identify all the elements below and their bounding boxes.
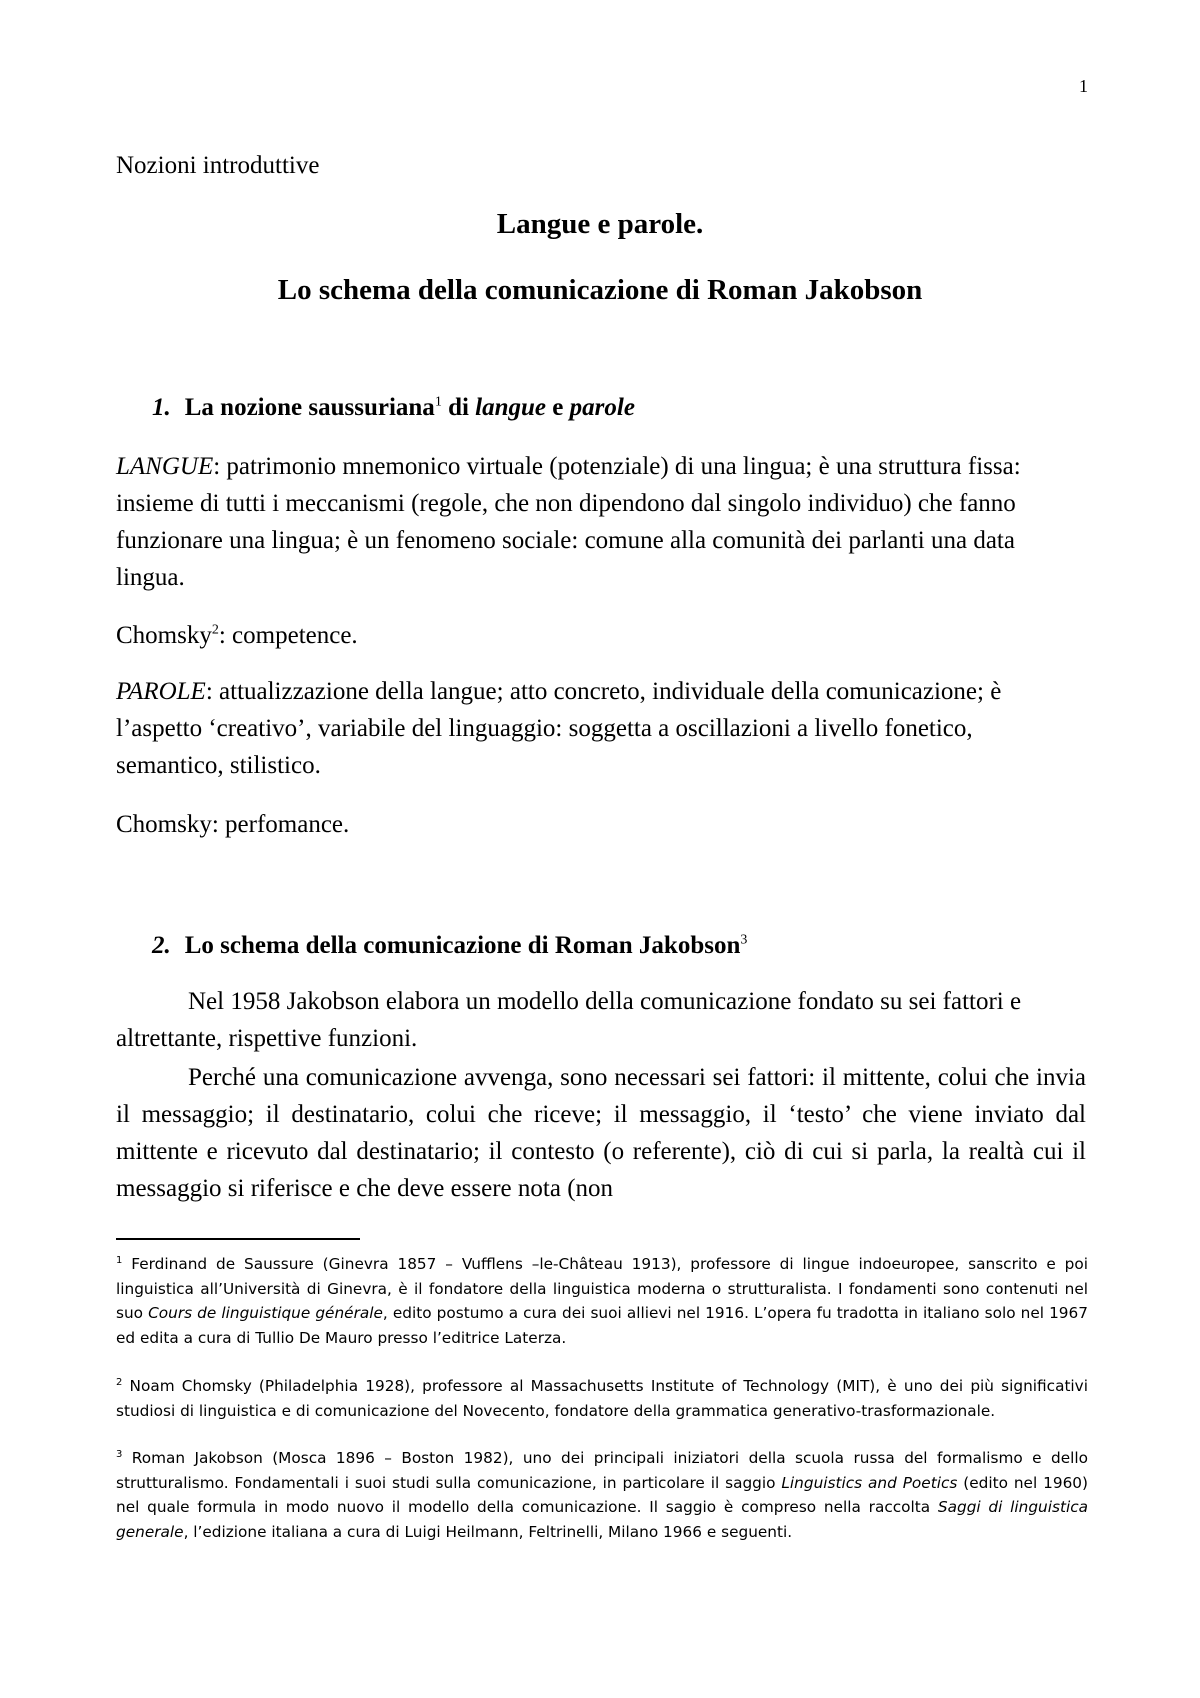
section-2-heading-text: Lo schema della comunicazione di Roman Jakobson [184, 932, 741, 959]
section-1-heading-text: La nozione saussuriana [184, 394, 435, 421]
section-1-number: 1. [152, 394, 171, 421]
parole-text: : attualizzazione della langue; atto concreto, individuale della comunicazione; è l’aspetto ‘creativo’, variabile del linguaggio: soggetta a oscillazioni a livello fonetico, semantico, stilistico. [116, 678, 1002, 779]
langue-term: LANGUE [116, 453, 214, 480]
footnote-ref-2[interactable]: 2 [211, 622, 219, 638]
footnote-3-text-mid: (edito nel 1960) nel quale formula in modo nuovo il modello della comunicazione. Il saggio è compreso nella raccolta [116, 1473, 1088, 1516]
footnote-3 [116, 1446, 1088, 1544]
footnote-ref-1[interactable]: 1 [434, 394, 442, 410]
footnote-1 [116, 1252, 1088, 1350]
footnote-2 [116, 1374, 1088, 1423]
footnote-2-text: Noam Chomsky (Philadelphia 1928), professore al Massachusetts Institute of Technology (MIT), è uno dei più significativi studiosi di linguistica e di comunicazione del Novecento, fondatore della grammatica generativo-trasformazionale. [116, 1377, 1088, 1420]
footnote-1-marker: 1 [116, 1254, 123, 1266]
page-subtitle: Lo schema della comunicazione di Roman Jakobson [277, 274, 923, 306]
footnote-3-marker: 3 [116, 1448, 123, 1460]
footnote-3-collection-title: Saggi di linguistica generale [116, 1498, 1088, 1541]
footnote-1-text: Ferdinand de Saussure (Ginevra 1857 – Vufflens –le-Château 1913), professore di lingue indoeuropee, sanscrito e poi linguistica all’Università di Ginevra, è il fondatore della linguistica moderna o strutturalista. I fondamenti sono contenuti nel suo [116, 1255, 1088, 1322]
chomsky-performance: Chomsky: perfomance. [116, 811, 350, 838]
footnote-3-essay-title: Linguistics and Poetics [781, 1473, 958, 1492]
footnote-ref-3[interactable]: 3 [740, 932, 748, 948]
section-1-heading-connector-2: e [546, 394, 570, 421]
section-2-heading [152, 932, 747, 960]
section-2-number: 2. [152, 932, 171, 959]
body-paragraph-2: Perché una comunicazione avvenga, sono necessari sei fattori: il mittente, colui che invia il messaggio; il destinatario, colui che riceve; il messaggio, il ‘testo’ che viene inviato dal mittente e ricevuto dal destinatario; il contesto (o referente), ciò di cui si parla, la realtà cui il messaggio si riferisce e che deve essere nota (non [116, 1064, 1086, 1202]
page-title: Langue e parole. [496, 208, 704, 240]
section-kicker: Nozioni introduttive [116, 152, 320, 179]
chomsky-competence [116, 617, 1086, 654]
langue-text: : patrimonio mnemonico virtuale (potenziale) di una lingua; è una struttura fissa: insieme di tutti i meccanismi (regole, che non dipendono dal singolo individuo) che fanno funzionare una lingua; è un fenomeno sociale: comune alla comunità dei parlanti una data lingua. [116, 453, 1021, 591]
chomsky-competence-text: : competence. [218, 622, 358, 649]
footnote-3-text: Roman Jakobson (Mosca 1896 – Boston 1982), uno dei principali iniziatori della scuola russa del formalismo e dello strutturalismo. Fondamentali i suoi studi sulla comunicazione, in particolare il saggio [116, 1449, 1088, 1492]
footnote-2-marker: 2 [116, 1376, 123, 1388]
footnote-1-text-end: , edito postumo a cura dei suoi allievi nel 1916. L’opera fu tradotta in italiano solo nel 1967 ed edita a cura di Tullio De Mauro presso l’editrice Laterza. [116, 1304, 1089, 1347]
parole-term: PAROLE [116, 678, 206, 705]
section-1-heading [152, 394, 635, 422]
term-langue: langue [475, 394, 547, 421]
footnote-1-book-title: Cours de linguistique générale [148, 1304, 383, 1322]
body-paragraph-1: Nel 1958 Jakobson elabora un modello della comunicazione fondato su sei fattori e altrettante, rispettive funzioni. [116, 988, 1022, 1052]
section-1-heading-connector: di [441, 394, 476, 421]
chomsky-name: Chomsky [116, 622, 212, 649]
term-parole: parole [569, 394, 635, 421]
footnote-3-text-end: , l’edizione italiana a cura di Luigi Heilmann, Feltrinelli, Milano 1966 e seguenti. [183, 1522, 793, 1541]
langue-definition [116, 448, 1086, 596]
parole-definition [116, 673, 1086, 784]
footnote-separator [116, 1238, 360, 1240]
page-number: 1 [1079, 76, 1088, 96]
